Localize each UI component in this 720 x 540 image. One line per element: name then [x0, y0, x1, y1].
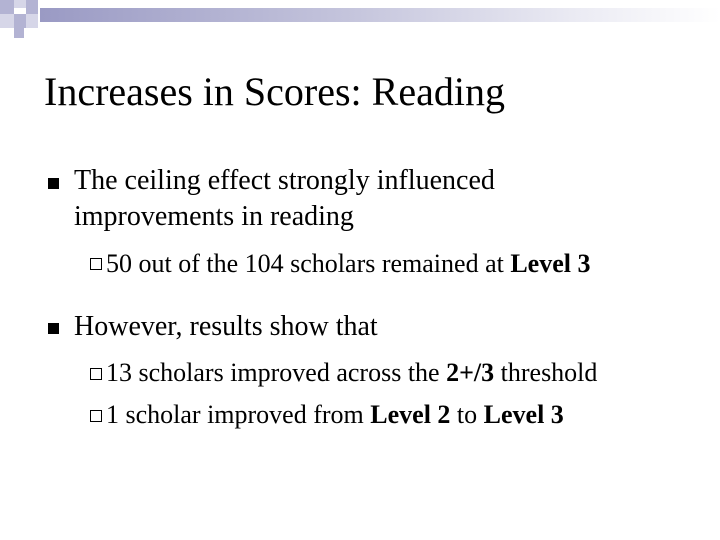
- decor-square: [26, 14, 38, 28]
- text-segment: threshold: [494, 358, 598, 387]
- header-decoration: [0, 0, 720, 40]
- text-segment: to: [450, 400, 484, 429]
- hollow-square-bullet-icon: [90, 258, 102, 270]
- square-bullet-icon: [48, 178, 59, 189]
- header-gradient-bar: [40, 8, 720, 22]
- level-label: Level 2: [370, 400, 451, 429]
- decor-square: [0, 0, 14, 14]
- text-segment: out of the 104 scholars remained at: [132, 249, 511, 278]
- sub-bullet-2-1-text: [106, 357, 597, 389]
- sub-bullet-1-1-text: [106, 248, 591, 280]
- count-value: 50: [106, 249, 132, 278]
- square-bullet-icon: [48, 323, 59, 334]
- hollow-square-bullet-icon: [90, 368, 102, 380]
- text-segment: scholars improved across the: [132, 358, 447, 387]
- slide-title: Increases in Scores: Reading: [44, 69, 505, 114]
- sub-bullet-2-2-text: [106, 399, 564, 431]
- bullet-2-text: However, results show that: [74, 311, 378, 342]
- count-value: 13: [106, 358, 132, 387]
- bullet-1-text-line2: improvements in reading: [74, 201, 354, 232]
- decor-square: [26, 0, 38, 14]
- text-segment: scholar improved from: [119, 400, 371, 429]
- hollow-square-bullet-icon: [90, 410, 102, 422]
- level-label: Level 3: [483, 400, 564, 429]
- decor-square: [14, 0, 26, 8]
- threshold-label: 2+/3: [446, 358, 495, 387]
- level-label: Level 3: [510, 249, 591, 278]
- decor-square: [14, 14, 26, 28]
- count-value: 1: [106, 400, 119, 429]
- bullet-1-text-line1: The ceiling effect strongly influenced: [74, 165, 495, 196]
- decor-square: [0, 14, 14, 28]
- decor-square: [14, 28, 24, 38]
